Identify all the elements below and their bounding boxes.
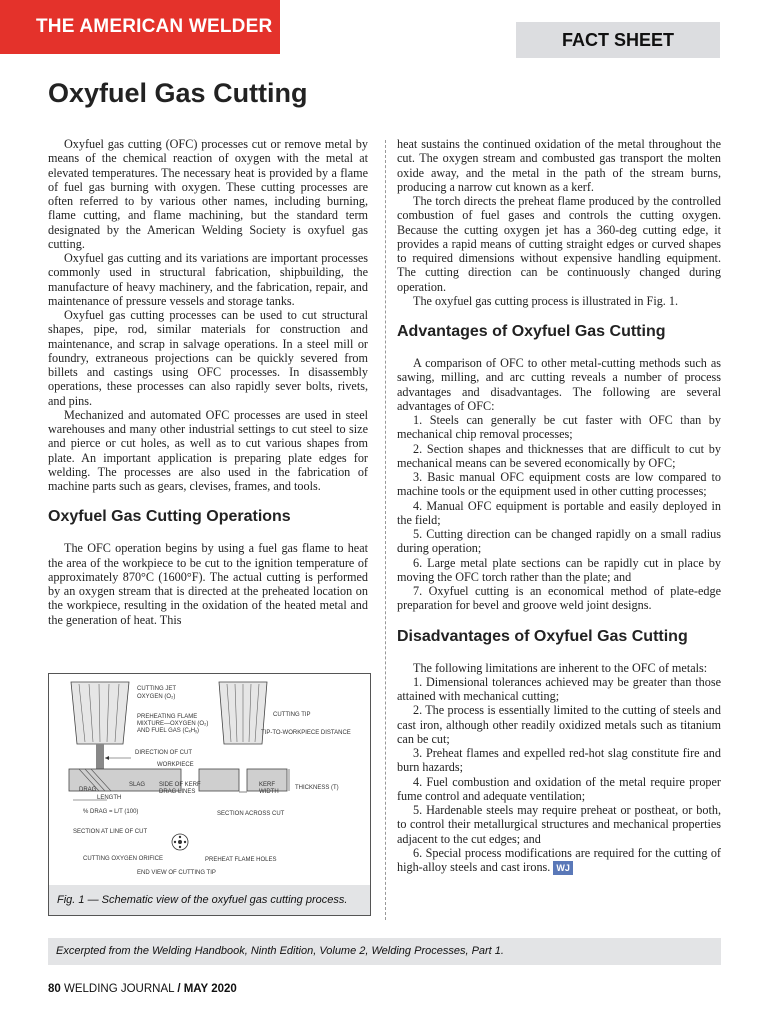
- label-side-kerf: SIDE OF KERF: [159, 782, 201, 788]
- label-preheat: AND FUEL GAS (CₓHᵧ): [137, 728, 200, 734]
- body-paragraph: Oxyfuel gas cutting (OFC) processes cut or remove metal by means of the chemical reaction of oxygen with the metal at elevated temperatures. The necessary heat is provided by a flame of fuel gas burning with oxygen. These cutting processes are often referred to by various other names, including burning, flame cutting, and flame machining, but the standard term designated by the American Welding Society is oxyfuel gas cutting.: [48, 137, 368, 251]
- label-cutting-jet: CUTTING JET: [137, 686, 176, 692]
- oxygen-jet: [96, 744, 104, 769]
- right-column: [397, 137, 721, 875]
- label-kerf: KERF: [259, 782, 276, 788]
- label-oxygen: OXYGEN (O₂): [137, 694, 176, 700]
- disadvantage-item: 3. Preheat flames and expelled red-hot slag constitute fire and burn hazards;: [397, 746, 721, 775]
- label-slag: SLAG: [129, 782, 146, 788]
- torch-side-view: [71, 682, 129, 769]
- label-width: WIDTH: [259, 789, 279, 795]
- body-paragraph: Oxyfuel gas cutting processes can be used to cut structural shapes, pipe, rod, similar materials for construction and maintenance, and scrap in salvage operations. In a steel mill or foundry, extraneous projections can be quickly severed from billets and castings using OFC processes. In disassembly operations, these processes can also rapidly sever bolts, rivets, and pins.: [48, 308, 368, 408]
- publication-banner: THE AMERICAN WELDER: [0, 0, 280, 54]
- label-cutting-tip: CUTTING TIP: [273, 712, 311, 718]
- body-paragraph: Mechanized and automated OFC processes are used in steel warehouses and many other industrial settings to cut steel to size and pierce or cut holes, as well as to cut various shapes from plate. An important application is preparing plate edges for welding. The processes are also used in the fabrication of machine parts such as gears, clevises, frames, and tools.: [48, 407, 368, 493]
- disadvantage-item: [397, 846, 721, 875]
- journal-name: WELDING JOURNAL: [64, 983, 175, 995]
- advantages-heading: Advantages of Oxyfuel Gas Cutting: [397, 323, 666, 340]
- source-footnote: Excerpted from the Welding Handbook, Ninth Edition, Volume 2, Welding Processes, Part 1.: [48, 938, 721, 965]
- label-tip-distance: TIP-TO-WORKPIECE DISTANCE: [261, 730, 351, 736]
- advantage-item: 2. Section shapes and thicknesses that are difficult to cut by mechanical means can be severed economically by OFC;: [397, 441, 721, 470]
- tip-end-view: [172, 834, 188, 850]
- advantage-item: 4. Manual OFC equipment is portable and easily deployed in the field;: [397, 498, 721, 527]
- left-column: [48, 137, 368, 627]
- label-preheat-holes: PREHEAT FLAME HOLES: [205, 857, 277, 863]
- section-label: FACT SHEET: [516, 22, 720, 58]
- figure-1: [48, 673, 371, 916]
- label-workpiece: WORKPIECE: [157, 762, 194, 768]
- page-number: 80: [48, 983, 61, 995]
- torch-front-view: [219, 682, 267, 744]
- label-section-across: SECTION ACROSS CUT: [217, 811, 285, 817]
- advantage-item: 1. Steels can generally be cut faster with OFC than by mechanical chip removal processes;: [397, 413, 721, 442]
- body-paragraph: The OFC operation begins by using a fuel gas flame to heat the area of the workpiece to be cut to the ignition temperature of approximately 870°C (1600°F). The actual cutting is performed by an oxygen stream that is directed at the preheated location on the workpiece, resulting in the oxidation of the heated metal and the generation of heat. This: [48, 541, 368, 627]
- advantage-item: 7. Oxyfuel cutting is an economical method of plate-edge preparation for bevel and groove weld joint designs.: [397, 584, 721, 613]
- label-side-kerf: DRAG LINES: [159, 789, 196, 795]
- body-paragraph: The torch directs the preheat flame produced by the controlled combustion of fuel gases and controls the cutting oxygen. Because the cutting oxygen jet has a 360-deg cutting edge, it provides a rapid means of cutting straight edges or curved shapes to required dimensions without expensive handling equipment. The cutting direction can be continuously changed during operation.: [397, 194, 721, 294]
- end-mark-badge: WJ: [553, 861, 573, 875]
- body-paragraph: heat sustains the continued oxidation of the metal throughout the cut. The oxygen stream and combusted gas transport the molten oxide away, and the metal in the path of the stream burns, producing a narrow cut known as a kerf.: [397, 137, 721, 194]
- advantage-item: 6. Large metal plate sections can be rapidly cut in place by moving the OFC torch rather than the plate; and: [397, 555, 721, 584]
- body-paragraph: Oxyfuel gas cutting and its variations are important processes commonly used in structural fabrication, shipbuilding, the manufacture of heavy machinery, and the fabrication, repair, and maintenance of pressure vessels and storage tanks.: [48, 251, 368, 308]
- page-title: Oxyfuel Gas Cutting: [48, 78, 308, 108]
- disadvantage-item: 4. Fuel combustion and oxidation of the metal require proper fume control and adequate ventilation;: [397, 774, 721, 803]
- advantage-item: 3. Basic manual OFC equipment costs are low compared to machine tools or the equipment used in other cutting processes;: [397, 470, 721, 499]
- label-preheat: MIXTURE—OXYGEN (O₂): [137, 721, 209, 727]
- operations-heading: Oxyfuel Gas Cutting Operations: [48, 508, 291, 526]
- disadvantage-item: 5. Hardenable steels may require preheat or postheat, or both, to control their metallurgical structures and mechanical properties adjacent to the cut edges; and: [397, 803, 721, 846]
- body-paragraph: The following limitations are inherent to the OFC of metals:: [413, 660, 708, 675]
- label-thickness: THICKNESS (T): [295, 785, 339, 791]
- label-pct-drag: % DRAG = L/T (100): [83, 809, 139, 815]
- cutting-process-diagram: [49, 674, 370, 886]
- column-divider: [385, 140, 386, 920]
- label-length: LENGTH: [97, 795, 122, 801]
- disadvantage-item: 2. The process is essentially limited to the cutting of steels and cast iron, although other readily oxidized metals such as titanium can be cut;: [397, 703, 721, 746]
- figure-caption: Fig. 1 — Schematic view of the oxyfuel gas cutting process.: [49, 885, 370, 915]
- label-drag: DRAG: [79, 787, 97, 793]
- page-footer: [48, 983, 237, 995]
- label-section-line: SECTION AT LINE OF CUT: [73, 829, 148, 835]
- label-end-view: END VIEW OF CUTTING TIP: [137, 870, 216, 876]
- label-orifice: CUTTING OXYGEN ORIFICE: [83, 856, 164, 862]
- label-direction: DIRECTION OF CUT: [135, 750, 192, 756]
- issue-date: / MAY 2020: [177, 983, 237, 995]
- body-paragraph: A comparison of OFC to other metal-cutting methods such as sawing, milling, and arc cutting reveals a number of process advantages and disadvantages. The following are several advantages of OFC:: [397, 356, 721, 413]
- label-preheat: PREHEATING FLAME: [137, 714, 198, 720]
- body-paragraph: The oxyfuel gas cutting process is illustrated in Fig. 1.: [413, 293, 679, 308]
- last-disadvantage-text: 6. Special process modifications are required for the cutting of high-alloy steels and cast irons.: [397, 845, 721, 874]
- advantage-item: 5. Cutting direction can be changed rapidly on a small radius during operation;: [397, 527, 721, 556]
- disadvantage-item: 1. Dimensional tolerances achieved may be greater than those attained with mechanical cutting;: [397, 674, 721, 703]
- disadvantages-heading: Disadvantages of Oxyfuel Gas Cutting: [397, 627, 688, 645]
